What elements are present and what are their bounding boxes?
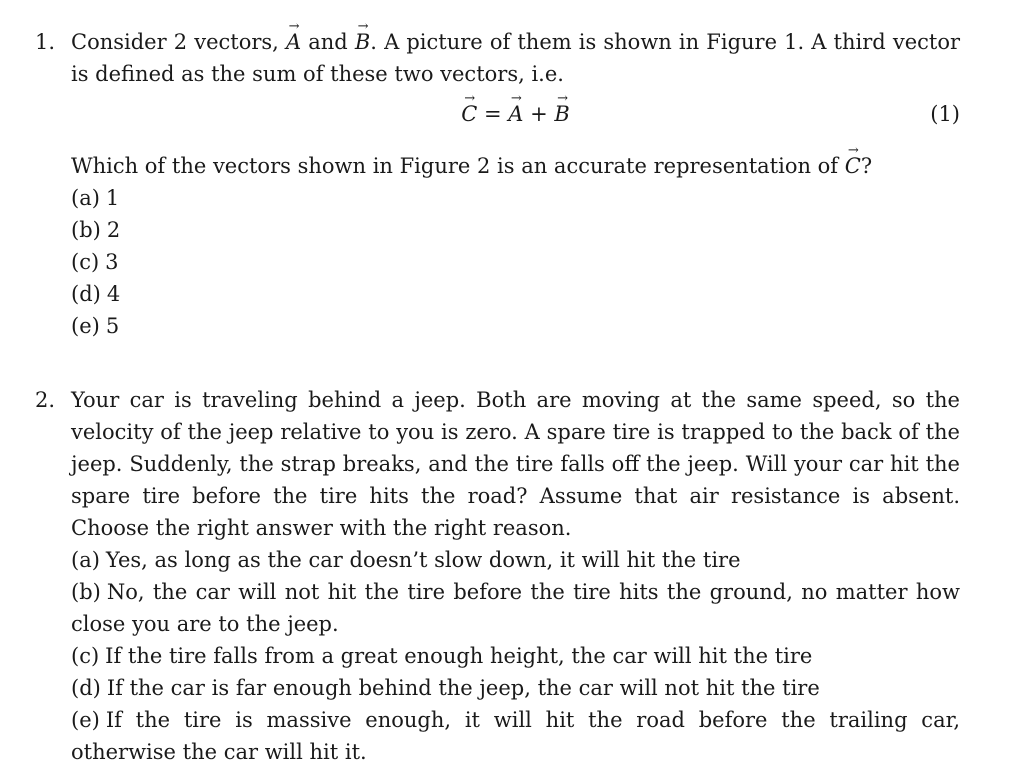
question-prompt	[71, 150, 960, 182]
equation	[71, 98, 960, 130]
equation-number: (1)	[930, 102, 960, 126]
question-number: 2.	[35, 388, 56, 412]
option-text: 4	[106, 282, 121, 306]
option-d	[71, 278, 960, 310]
option-label: (d)	[71, 282, 101, 306]
question-text: Your car is traveling behind a jeep. Both are moving at the same speed, so the velocity of the jeep relative to you is zero. A spare tire is trapped to the back of the jeep. Suddenly, the strap breaks, and the tire falls off the jeep. Will your car hit the spare tire before the tire hits the road? Assume that air resistance is absent. Choose the right answer with the right reason.	[71, 388, 960, 540]
option-label: (a)	[71, 186, 100, 210]
option-text: 5	[105, 314, 120, 338]
question-2	[35, 384, 960, 768]
option-label: (d)	[71, 676, 101, 700]
vector-a: → A	[508, 98, 523, 130]
option-label: (c)	[71, 250, 100, 274]
option-text: 3	[105, 250, 119, 274]
option-e	[71, 704, 960, 768]
option-label: (e)	[71, 708, 100, 732]
intro-text: and	[301, 30, 355, 54]
option-label: (a)	[71, 548, 100, 572]
option-text: Yes, as long as the car doesn’t slow down, it will hit the tire	[105, 548, 741, 572]
prompt-text: Which of the vectors shown in Figure 2 is an accurate representation of	[71, 154, 845, 178]
option-label: (b)	[71, 218, 101, 242]
equals-sign: =	[477, 102, 509, 126]
option-text: 1	[105, 186, 120, 210]
question-body	[71, 384, 960, 768]
option-a	[71, 182, 960, 214]
question-1	[35, 26, 960, 342]
question-intro	[71, 26, 960, 90]
plus-sign: +	[523, 102, 555, 126]
option-text: If the tire is massive enough, it will hit the road before the trailing car, otherwise the car will hit it.	[71, 708, 960, 764]
option-text: 2	[106, 218, 121, 242]
option-c	[71, 246, 960, 278]
option-e	[71, 310, 960, 342]
vector-c: → C	[461, 98, 477, 130]
option-b	[71, 214, 960, 246]
intro-text: . A picture of them is shown in Figure 1. A third vector is defined as the sum of these two vectors, i.e.	[71, 30, 960, 86]
option-text: If the car is far enough behind the jeep, the car will not hit the tire	[106, 676, 820, 700]
vector-a: → A	[286, 26, 301, 58]
vector-c: → C	[845, 150, 861, 182]
equation-row	[71, 96, 960, 138]
option-label: (c)	[71, 644, 100, 668]
options-list	[71, 544, 960, 768]
option-b	[71, 576, 960, 640]
option-text: If the tire falls from a great enough height, the car will hit the tire	[105, 644, 813, 668]
option-a	[71, 544, 960, 576]
question-body	[71, 26, 960, 342]
options-list	[71, 182, 960, 342]
intro-text: Consider 2 vectors,	[71, 30, 286, 54]
question-number: 1.	[35, 30, 56, 54]
option-c	[71, 640, 960, 672]
prompt-text: ?	[860, 154, 873, 178]
option-label: (e)	[71, 314, 100, 338]
option-text: No, the car will not hit the tire before the tire hits the ground, no matter how close you are to the jeep.	[71, 580, 960, 636]
option-label: (b)	[71, 580, 101, 604]
vector-b: → B	[355, 26, 370, 58]
option-d	[71, 672, 960, 704]
vector-b: → B	[554, 98, 569, 130]
